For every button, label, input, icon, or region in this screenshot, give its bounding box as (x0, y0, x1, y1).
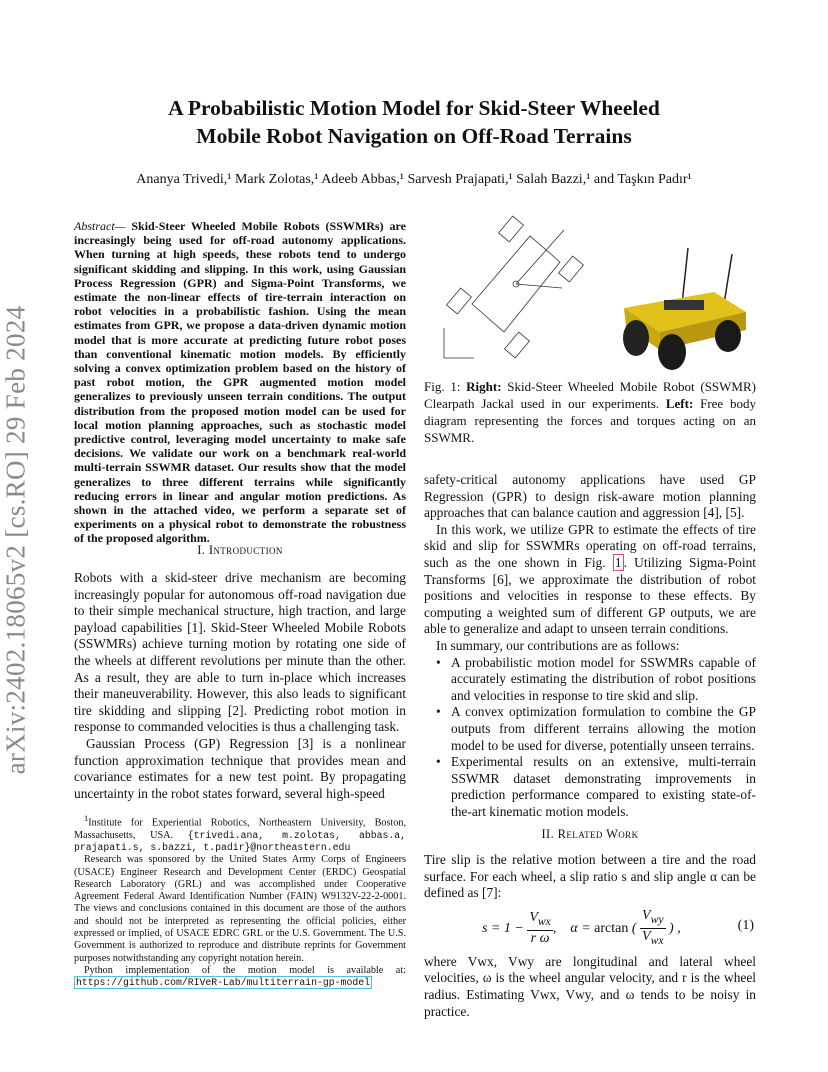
related-paragraph-2: where Vwx, Vwy are longitudinal and lateral wheel velocities, ω is the wheel angular velocity, and r is the wheel radius. Estimating Vwx, Vwy, and ω tends to be noisy in practice. (424, 953, 756, 1019)
funding-footnote: Research was sponsored by the United States Army Corps of Engineers (USACE) Engineer Research and Development Center (ERDC) Geospatial Research Laboratory (GRL) and was accomplished under Cooperative Agreement Federal Award Identification Number (FAIN) W9132V-22-2-0001. The views and conclusions contained in this document are those of the authors and should not be interpreted as representing the official policies, either expressed or implied, of USACE EDRC GRL or the U.S. Government. The U.S. Government is authorized to reproduce and distribute reprints for Government purposes notwithstanding any copyright notation herein. (74, 854, 406, 964)
contribution-list (424, 655, 756, 821)
list-item: • A convex optimization formulation to combine the GP outputs from different terrains allowing the motion model to be used for diverse, potentially unseen terrains. (424, 704, 756, 754)
code-repository-link[interactable]: https://github.com/RIVeR-Lab/multiterrain-gp-model (76, 977, 370, 989)
figure-1-caption: Fig. 1: Right: Skid-Steer Wheeled Mobile Robot (SSWMR) Clearpath Jackal used in our experiments. Left: Free body diagram representing the forces and torques acting on an SSWMR. (424, 379, 756, 445)
section-related-work (424, 826, 756, 843)
right-column-body (424, 472, 756, 820)
related-paragraph-1: Tire slip is the relative motion between a tire and the road surface. For each wheel, a slip ratio s and slip angle α can be defined as [7]: (424, 852, 756, 901)
section-heading-related-work: II. Related Work (541, 827, 639, 841)
list-item: • A probabilistic motion model for SSWMRs capable of accurately estimating the distribution of robot positions and velocities in response to tire skid and slip. (424, 655, 756, 705)
footnotes (74, 812, 406, 990)
title-line-2: Mobile Robot Navigation on Off-Road Terrains (196, 124, 632, 148)
affiliation-footnote: $^1$Institute for Experiential Robotics, Northeastern University, Boston, Massachusetts, USA. {trivedi.ana, m.zolotas, abbas.a, prajapati.s, s.bazzi, t.padir}@northeastern.edu (74, 813, 406, 853)
related-work-body (424, 852, 756, 1020)
title-line-1: A Probabilistic Motion Model for Skid-Steer Wheeled (168, 96, 660, 120)
abstract-lead: Abstract— (74, 219, 126, 233)
abstract-text: Skid-Steer Wheeled Mobile Robots (SSWMRs) are increasingly being used for off-road autonomy applications. When turning at high speeds, these robots tend to undergo significant skidding and slipping. In this work, using Gaussian Process Regression (GPR) and Sigma-Point Transforms, we estimate the non-linear effects of tire-terrain interaction on robot velocities in a probabilistic fashion. Using the mean estimates from GPR, we propose a data-driven dynamic motion model that is more accurate at predicting future robot poses than conventional kinematic motion models. By efficiently solving a convex optimization problem based on the history of past robot motion, the GPR augmented motion model generalizes to previously unseen terrain conditions. The output distribution from the proposed motion model can be used for local motion planning approaches, such as stochastic model predictive control, leveraging model uncertainty to make safe decisions. We validate our work on a benchmark real-world multi-terrain SSWMR dataset. Our results show that the model generalizes to three different terrains while significantly reducing errors in linear and angular motion predictions. As shown in the attached video, we perform a separate set of experiments on a physical robot to demonstrate the robustness of the proposed algorithm. (74, 219, 406, 546)
code-footnote: Python implementation of the motion model is available at: https://github.com/RIVeR-Lab/multiterrain-gp-model (76, 964, 406, 989)
jackal-robot-image (623, 248, 746, 370)
right-paragraph-2: In this work, we utilize GPR to estimate the effects of tire skid and slip for SSWMRs operating on off-road terrains, such as the one shown in Fig. 1 . Utilizing Sigma-Point Transforms [6], we approximate the distribution of robot positions and velocities in response to these effects. By computing a weighted sum of different GP outputs, we are able to generalize and adapt to unseen terrain conditions. (424, 521, 757, 637)
figure-1-reference-link[interactable]: 1 (614, 554, 622, 570)
right-paragraph-3: In summary, our contributions are as follows: (436, 637, 680, 653)
intro-paragraph-1: Robots with a skid-steer drive mechanism are becoming increasingly popular for autonomous off-road navigation due to their simple mechanical structure, high traction, and large payload capabilities [1]. Skid-Steer Wheeled Mobile Robots (SSWMRs) achieve turning motion by rotating one side of the wheels at different revolutions per minute than the other. As a result, they are able to turn in-place which increases their maneuverability. However, this also leads to significant tire skidding and slipping [2]. Predicting robot motion in response to commanded velocities is thus a challenging task. (74, 570, 406, 735)
figure-1-graphics (424, 208, 756, 378)
equation-1 (424, 902, 756, 954)
author-emails: {trivedi.ana, m.zolotas, abbas.a, prajapati.s, s.bazzi, t.padir}@northeastern.edu (74, 829, 406, 853)
list-item: • Experimental results on an extensive, multi-terrain SSWMR dataset demonstrating improvements in prediction performance compared to existing state-of-the-art kinematic motion models. (424, 754, 756, 820)
right-paragraph-1: safety-critical autonomy applications have used GP Regression (GPR) to design risk-aware motion planning approaches that can balance caution and aggression [4], [5]. (424, 472, 756, 521)
intro-body (74, 570, 406, 802)
section-introduction (74, 542, 406, 559)
figure-1 (424, 208, 756, 378)
equation-body: s = 1 − $\frac{V_{wx}}{\text{r ω}}$ , α = arctan ( $\frac{V_{wy}}{V_{wx}}$ ) , (482, 907, 681, 947)
section-heading-introduction: I. Introduction (197, 543, 283, 557)
intro-paragraph-2: Gaussian Process (GP) Regression [3] is a nonlinear function approximation technique that provides mean and covariance estimates for a new test point. By propagating uncertainty in the robot states forward, several high-speed (74, 735, 406, 801)
free-body-diagram (444, 216, 583, 358)
equation-number: (1) (737, 917, 754, 933)
abstract (74, 219, 406, 546)
paper-title (100, 94, 728, 150)
author-list: Ananya Trivedi,¹ Mark Zolotas,¹ Adeeb Abbas,¹ Sarvesh Prajapati,¹ Salah Bazzi,¹ and Taşkın Padır¹ (136, 172, 692, 187)
